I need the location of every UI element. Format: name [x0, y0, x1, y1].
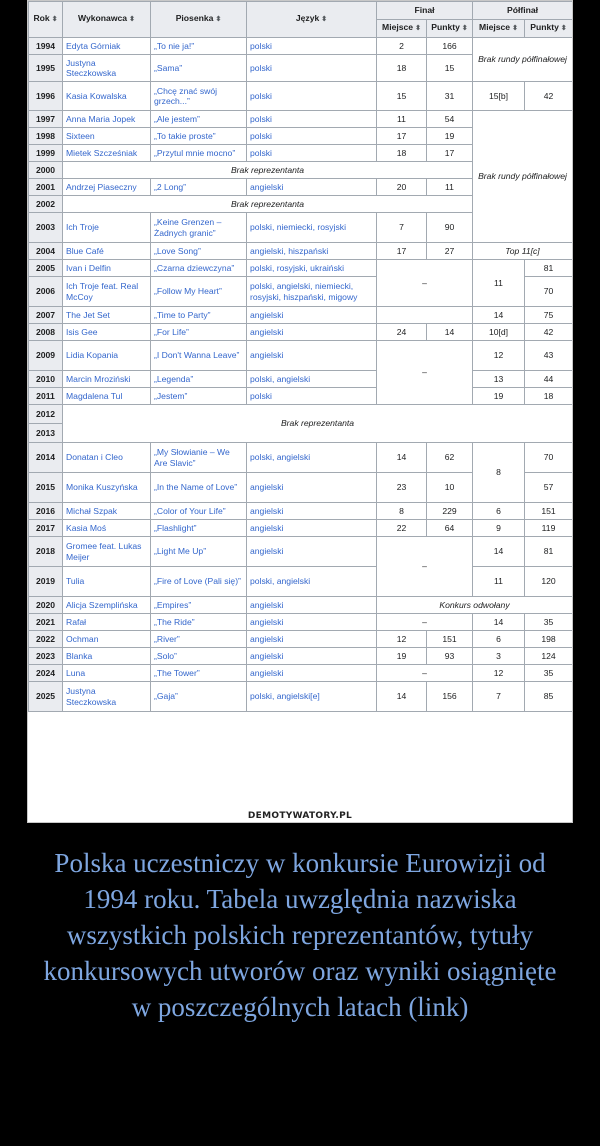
no-entry-note: Brak reprezentanta	[63, 196, 473, 213]
performer-cell[interactable]: Ivan i Delfin	[63, 260, 151, 277]
language-cell[interactable]: angielski	[247, 648, 377, 665]
year-cell: 2023	[29, 648, 63, 665]
final-points: 229	[427, 503, 473, 520]
col-semi-punkty[interactable]: Punkty ⬍	[525, 20, 573, 38]
language-cell[interactable]: angielski, hiszpański	[247, 243, 377, 260]
semi-points: 81	[525, 537, 573, 567]
semi-points: 124	[525, 648, 573, 665]
final-place: 11	[377, 111, 427, 128]
semi-points: 43	[525, 341, 573, 371]
table-row	[29, 388, 573, 405]
song-cell[interactable]: „Keine Grenzen – Żadnych granic”	[151, 213, 247, 243]
year-cell: 2015	[29, 473, 63, 503]
year-cell: 2012	[29, 405, 63, 424]
final-dash: –	[377, 614, 473, 631]
performer-cell[interactable]: The Jet Set	[63, 307, 151, 324]
table-row	[29, 38, 573, 55]
final-dash: –	[377, 665, 473, 682]
language-cell[interactable]: angielski	[247, 324, 377, 341]
semi-points: 57	[525, 473, 573, 503]
final-points: 14	[427, 324, 473, 341]
semi-points: 75	[525, 307, 573, 324]
final-points: 27	[427, 243, 473, 260]
performer-cell[interactable]: Gromee feat. Lukas Meijer	[63, 537, 151, 567]
song-cell[interactable]: „Chcę znać swój grzech...”	[151, 82, 247, 111]
performer-cell[interactable]: Marcin Mroziński	[63, 371, 151, 388]
song-cell[interactable]: „Color of Your Life”	[151, 503, 247, 520]
final-dash: –	[377, 537, 473, 597]
final-points: 93	[427, 648, 473, 665]
semi-place: 11	[473, 260, 525, 307]
language-cell[interactable]: angielski	[247, 537, 377, 567]
col-wykonawca[interactable]: Wykonawca ⬍	[63, 2, 151, 38]
semi-points: 35	[525, 665, 573, 682]
semi-points: 70	[525, 277, 573, 307]
semi-place: 12	[473, 341, 525, 371]
language-cell[interactable]: polski, angielski, niemiecki, rosyjski, hiszpański, migowy	[247, 277, 377, 307]
semi-place: 15[b]	[473, 82, 525, 111]
performer-cell[interactable]: Luna	[63, 665, 151, 682]
col-final: Finał	[377, 2, 473, 20]
final-place: 24	[377, 324, 427, 341]
performer-cell[interactable]: Ich Troje feat. Real McCoy	[63, 277, 151, 307]
song-cell[interactable]: „The Ride”	[151, 614, 247, 631]
year-cell: 1997	[29, 111, 63, 128]
song-cell[interactable]: „Light Me Up”	[151, 537, 247, 567]
year-cell: 1998	[29, 128, 63, 145]
language-cell[interactable]: angielski	[247, 520, 377, 537]
year-cell: 2007	[29, 307, 63, 324]
contest-cancelled-note: Konkurs odwołany	[377, 597, 573, 614]
semi-points: 42	[525, 324, 573, 341]
semi-place: 9	[473, 520, 525, 537]
semi-points: 70	[525, 443, 573, 473]
table-row	[29, 111, 573, 128]
semi-points: 81	[525, 260, 573, 277]
table-row	[29, 405, 573, 424]
year-cell: 2001	[29, 179, 63, 196]
performer-cell[interactable]: Lidia Kopania	[63, 341, 151, 371]
language-cell[interactable]: polski	[247, 128, 377, 145]
table-row	[29, 648, 573, 665]
semi-place: 14	[473, 614, 525, 631]
caption[interactable]: Polska uczestniczy w konkursie Eurowizji od 1994 roku. Tabela uwzględnia nazwiska wszystkich polskich reprezentantów, tytuły konkursowych utworów oraz wyniki osiągnięte w poszczególnych latach (link)	[43, 848, 557, 1022]
song-cell[interactable]: „Follow My Heart”	[151, 277, 247, 307]
watermark: DEMOTYWATORY.PL	[247, 811, 353, 821]
eurovision-table	[28, 1, 573, 712]
semi-place: 6	[473, 503, 525, 520]
language-cell[interactable]: polski	[247, 388, 377, 405]
final-place: 12	[377, 631, 427, 648]
final-place: 22	[377, 520, 427, 537]
semi-place: 14	[473, 307, 525, 324]
language-cell[interactable]: angielski	[247, 597, 377, 614]
final-place: 17	[377, 243, 427, 260]
song-cell[interactable]: „Flashlight”	[151, 520, 247, 537]
table-row	[29, 537, 573, 567]
performer-cell[interactable]: Donatan i Cleo	[63, 443, 151, 473]
year-cell: 1994	[29, 38, 63, 55]
semi-place: 14	[473, 537, 525, 567]
song-cell[interactable]: „My Słowianie – We Are Slavic”	[151, 443, 247, 473]
final-points: 90	[427, 213, 473, 243]
final-place: 20	[377, 179, 427, 196]
final-place: 18	[377, 145, 427, 162]
col-final-punkty[interactable]: Punkty ⬍	[427, 20, 473, 38]
final-points: 11	[427, 179, 473, 196]
semi-place: 12	[473, 665, 525, 682]
language-cell[interactable]: angielski	[247, 631, 377, 648]
song-cell[interactable]: „Czarna dziewczyna”	[151, 260, 247, 277]
language-cell[interactable]: polski	[247, 145, 377, 162]
table-row	[29, 82, 573, 111]
language-cell[interactable]: angielski	[247, 503, 377, 520]
language-cell[interactable]: polski	[247, 111, 377, 128]
language-cell[interactable]: polski, angielski[e]	[247, 682, 377, 712]
col-rok[interactable]: Rok ⬍	[29, 2, 63, 38]
final-points: 156	[427, 682, 473, 712]
table-row	[29, 597, 573, 614]
final-points: 62	[427, 443, 473, 473]
song-cell[interactable]: „Legenda”	[151, 371, 247, 388]
semi-place: 8	[473, 443, 525, 503]
sort-icon[interactable]: ⬍	[461, 25, 468, 33]
year-cell: 2022	[29, 631, 63, 648]
final-points: 31	[427, 82, 473, 111]
semi-note: Brak rundy półfinałowej	[473, 111, 573, 243]
language-cell[interactable]: angielski	[247, 473, 377, 503]
language-cell[interactable]: angielski	[247, 614, 377, 631]
semi-place: 11	[473, 567, 525, 597]
year-cell: 2016	[29, 503, 63, 520]
final-place: 18	[377, 55, 427, 82]
performer-cell[interactable]: Sixteen	[63, 128, 151, 145]
performer-cell[interactable]: Blue Café	[63, 243, 151, 260]
performer-cell[interactable]: Isis Gee	[63, 324, 151, 341]
performer-cell[interactable]: Ich Troje	[63, 213, 151, 243]
performer-cell[interactable]: Edyta Górniak	[63, 38, 151, 55]
language-cell[interactable]: polski, rosyjski, ukraiński	[247, 260, 377, 277]
year-cell: 1996	[29, 82, 63, 111]
semi-points: 120	[525, 567, 573, 597]
semi-points: 198	[525, 631, 573, 648]
year-cell: 2021	[29, 614, 63, 631]
song-cell[interactable]: „I Don't Wanna Leave”	[151, 341, 247, 371]
final-place: 2	[377, 38, 427, 55]
year-cell: 2008	[29, 324, 63, 341]
song-cell[interactable]: „To nie ja!”	[151, 38, 247, 55]
semi-points: 35	[525, 614, 573, 631]
performer-cell[interactable]: Rafał	[63, 614, 151, 631]
song-cell[interactable]: „Ale jestem”	[151, 111, 247, 128]
language-cell[interactable]: angielski	[247, 179, 377, 196]
final-dash: –	[377, 341, 473, 405]
performer-cell[interactable]: Mietek Szcześniak	[63, 145, 151, 162]
year-cell: 2018	[29, 537, 63, 567]
performer-cell[interactable]: Blanka	[63, 648, 151, 665]
table-row	[29, 520, 573, 537]
table-row	[29, 307, 573, 324]
col-piosenka[interactable]: Piosenka ⬍	[151, 2, 247, 38]
no-entry-note: Brak reprezentanta	[63, 405, 573, 443]
performer-cell[interactable]: Monika Kuszyńska	[63, 473, 151, 503]
final-empty	[377, 307, 473, 324]
table-row	[29, 371, 573, 388]
year-cell: 2013	[29, 424, 63, 443]
table-row	[29, 614, 573, 631]
performer-cell[interactable]: Justyna Steczkowska	[63, 55, 151, 82]
year-cell: 2014	[29, 443, 63, 473]
semi-points: 44	[525, 371, 573, 388]
language-cell[interactable]: polski	[247, 55, 377, 82]
year-cell: 2006	[29, 277, 63, 307]
semi-points: 151	[525, 503, 573, 520]
sort-icon[interactable]: ⬍	[321, 16, 328, 24]
song-cell[interactable]: „2 Long”	[151, 179, 247, 196]
semi-place: 7	[473, 682, 525, 712]
table-row	[29, 567, 573, 597]
final-points: 17	[427, 145, 473, 162]
final-place: 14	[377, 682, 427, 712]
song-cell[interactable]: „The Tower”	[151, 665, 247, 682]
table-row	[29, 665, 573, 682]
song-cell[interactable]: „Love Song”	[151, 243, 247, 260]
final-points: 15	[427, 55, 473, 82]
language-cell[interactable]: angielski	[247, 307, 377, 324]
semi-place: 10[d]	[473, 324, 525, 341]
final-place: 7	[377, 213, 427, 243]
sort-icon[interactable]: ⬍	[215, 16, 222, 24]
table-row	[29, 443, 573, 473]
semi-top11: Top 11[c]	[473, 243, 573, 260]
language-cell[interactable]: polski, niemiecki, rosyjski	[247, 213, 377, 243]
table-row	[29, 324, 573, 341]
year-cell: 2010	[29, 371, 63, 388]
year-cell: 2020	[29, 597, 63, 614]
table-row	[29, 243, 573, 260]
final-place: 14	[377, 443, 427, 473]
performer-cell[interactable]: Alicja Szemplińska	[63, 597, 151, 614]
song-cell[interactable]: „Przytul mnie mocno”	[151, 145, 247, 162]
song-cell[interactable]: „River”	[151, 631, 247, 648]
semi-points: 119	[525, 520, 573, 537]
final-place: 19	[377, 648, 427, 665]
language-cell[interactable]: polski, angielski	[247, 371, 377, 388]
song-cell[interactable]: „In the Name of Love”	[151, 473, 247, 503]
col-polfinal: Półfinał	[473, 2, 573, 20]
semi-place: 6	[473, 631, 525, 648]
semi-place: 3	[473, 648, 525, 665]
final-points: 10	[427, 473, 473, 503]
performer-cell[interactable]: Magdalena Tul	[63, 388, 151, 405]
performer-cell[interactable]: Michał Szpak	[63, 503, 151, 520]
final-points: 151	[427, 631, 473, 648]
year-cell: 2003	[29, 213, 63, 243]
final-points: 64	[427, 520, 473, 537]
language-cell[interactable]: polski	[247, 82, 377, 111]
table-row	[29, 503, 573, 520]
song-cell[interactable]: „Empires”	[151, 597, 247, 614]
performer-cell[interactable]: Anna Maria Jopek	[63, 111, 151, 128]
performer-cell[interactable]: Ochman	[63, 631, 151, 648]
final-dash: –	[377, 260, 473, 307]
sort-icon[interactable]: ⬍	[415, 25, 421, 33]
language-cell[interactable]: polski, angielski	[247, 443, 377, 473]
table-screenshot	[27, 0, 573, 823]
year-cell: 1995	[29, 55, 63, 82]
final-points: 54	[427, 111, 473, 128]
year-cell: 1999	[29, 145, 63, 162]
final-points: 19	[427, 128, 473, 145]
year-cell: 2009	[29, 341, 63, 371]
semi-note: Brak rundy półfinałowej	[473, 38, 573, 82]
language-cell[interactable]: polski, angielski	[247, 567, 377, 597]
no-entry-note: Brak reprezentanta	[63, 162, 473, 179]
song-cell[interactable]: „Gaja”	[151, 682, 247, 712]
language-cell[interactable]: polski	[247, 38, 377, 55]
song-cell[interactable]: „For Life”	[151, 324, 247, 341]
year-cell: 2005	[29, 260, 63, 277]
col-final-miejsce[interactable]: Miejsce ⬍	[377, 20, 427, 38]
song-cell[interactable]: „To takie proste”	[151, 128, 247, 145]
table-row	[29, 260, 573, 277]
table-row	[29, 682, 573, 712]
table-row	[29, 341, 573, 371]
year-cell: 2011	[29, 388, 63, 405]
sort-icon[interactable]: ⬍	[512, 25, 518, 33]
performer-cell[interactable]: Kasia Moś	[63, 520, 151, 537]
final-place: 8	[377, 503, 427, 520]
semi-points: 18	[525, 388, 573, 405]
year-cell: 2025	[29, 682, 63, 712]
year-cell: 2000	[29, 162, 63, 179]
semi-place: 13	[473, 371, 525, 388]
col-semi-miejsce[interactable]: Miejsce ⬍	[473, 20, 525, 38]
year-cell: 2004	[29, 243, 63, 260]
sort-icon[interactable]: ⬍	[51, 16, 58, 24]
year-cell: 2002	[29, 196, 63, 213]
final-place: 15	[377, 82, 427, 111]
final-place: 17	[377, 128, 427, 145]
song-cell[interactable]: „Solo”	[151, 648, 247, 665]
col-jezyk[interactable]: Język ⬍	[247, 2, 377, 38]
semi-place: 19	[473, 388, 525, 405]
year-cell: 2024	[29, 665, 63, 682]
performer-cell[interactable]: Andrzej Piaseczny	[63, 179, 151, 196]
performer-cell[interactable]: Justyna Steczkowska	[63, 682, 151, 712]
year-cell: 2019	[29, 567, 63, 597]
performer-cell[interactable]: Tulia	[63, 567, 151, 597]
table-row	[29, 631, 573, 648]
sort-icon[interactable]: ⬍	[129, 16, 135, 24]
semi-points: 42	[525, 82, 573, 111]
year-cell: 2017	[29, 520, 63, 537]
song-cell[interactable]: „Sama”	[151, 55, 247, 82]
sort-icon[interactable]: ⬍	[560, 25, 567, 33]
final-points: 166	[427, 38, 473, 55]
song-cell[interactable]: „Time to Party”	[151, 307, 247, 324]
language-cell[interactable]: angielski	[247, 665, 377, 682]
semi-points: 85	[525, 682, 573, 712]
song-cell[interactable]: „Jestem”	[151, 388, 247, 405]
final-place: 23	[377, 473, 427, 503]
language-cell[interactable]: angielski	[247, 341, 377, 371]
performer-cell[interactable]: Kasia Kowalska	[63, 82, 151, 111]
song-cell[interactable]: „Fire of Love (Pali się)”	[151, 567, 247, 597]
